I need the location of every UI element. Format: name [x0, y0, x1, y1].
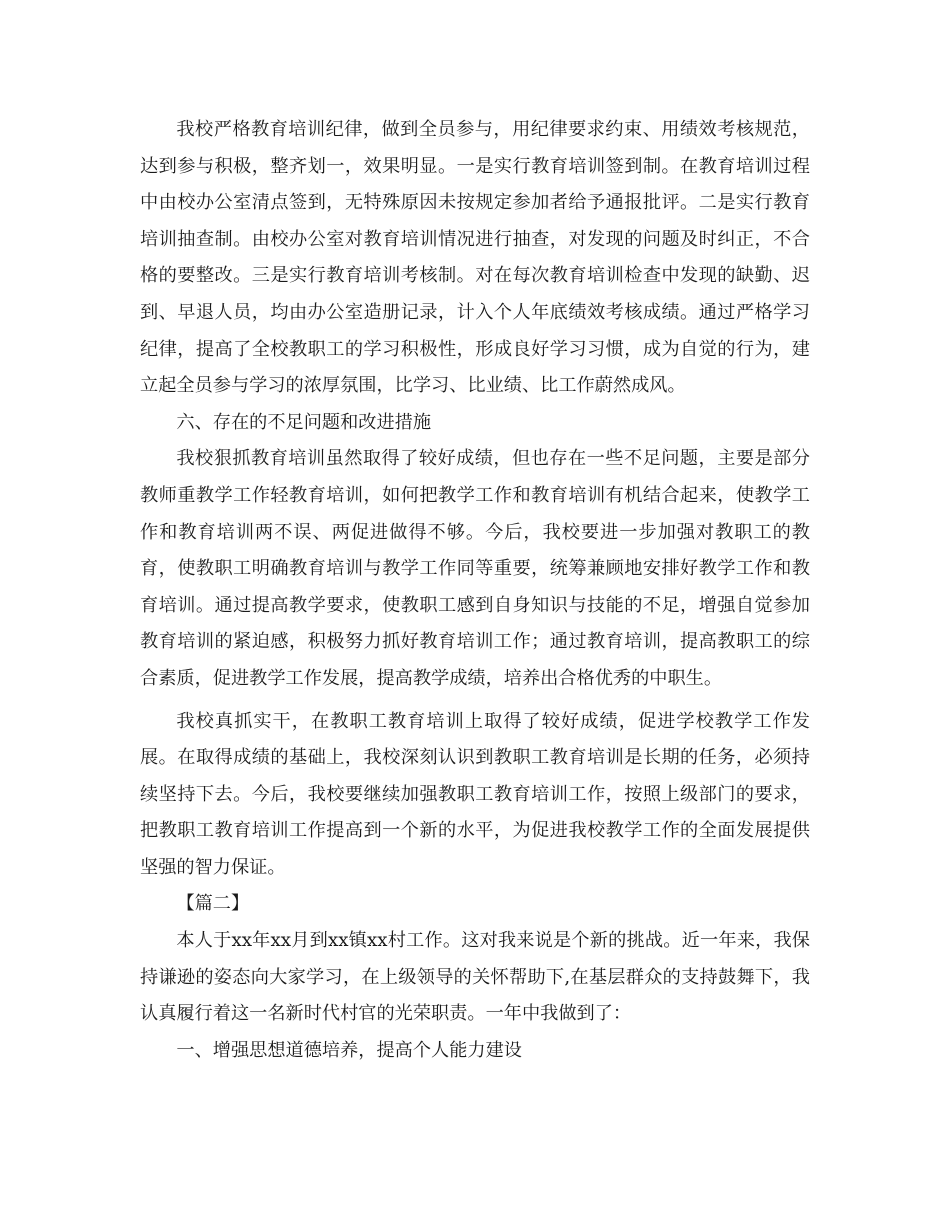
part-two-heading: 【篇二】 [176, 893, 250, 915]
section-heading-ideology: 一、增强思想道德培养，提高个人能力建设 [176, 1039, 522, 1061]
paragraph-intro: 本人于xx年xx月到xx镇xx村工作。这对我来说是个新的挑战。近一年来，我保持谦逊的姿态向大家学习，在上级领导的关怀帮助下,在基层群众的支持鼓舞下，我认真履行着这一名新时代村官的光荣职责。一年中我做到了： [140, 930, 810, 1025]
document-body [140, 112, 810, 1069]
paragraph-conclusion: 我校真抓实干，在教职工教育培训上取得了较好成绩，促进学校教学工作发展。在取得成绩的基础上，我校深刻认识到教职工教育培训是长期的任务，必须持续坚持下去。今后，我校要继续加强教职工教育培训工作，按照上级部门的要求，把教职工教育培训工作提高到一个新的水平，为促进我校教学工作的全面发展提供坚强的智力保证。 [140, 710, 810, 878]
section-heading-shortcomings: 六、存在的不足问题和改进措施 [176, 411, 432, 433]
paragraph-discipline: 我校严格教育培训纪律，做到全员参与，用纪律要求约束、用绩效考核规范，达到参与积极，整齐划一，效果明显。一是实行教育培训签到制。在教育培训过程中由校办公室清点签到，无特殊原因未按规定参加者给予通报批评。二是实行教育培训抽查制。由校办公室对教育培训情况进行抽查，对发现的问题及时纠正，不合格的要整改。三是实行教育培训考核制。对在每次教育培训检查中发现的缺勤、迟到、早退人员，均由办公室造册记录，计入个人年底绩效考核成绩。通过严格学习纪律，提高了全校教职工的学习积极性，形成良好学习习惯，成为自觉的行为，建立起全员参与学习的浓厚氛围，比学习、比业绩、比工作蔚然成风。 [140, 119, 810, 397]
paragraph-shortcomings: 我校狠抓教育培训虽然取得了较好成绩，但也存在一些不足问题，主要是部分教师重教学工作轻教育培训，如何把教学工作和教育培训有机结合起来，使教学工作和教育培训两不误、两促进做得不够。今后，我校要进一步加强对教职工的教育，使教职工明确教育培训与教学工作同等重要，统筹兼顾地安排好教学工作和教育培训。通过提高教学要求，使教职工感到自身知识与技能的不足，增强自觉参加教育培训的紧迫感，积极努力抓好教育培训工作；通过教育培训，提高教职工的综合素质，促进教学工作发展，提高教学成绩，培养出合格优秀的中职生。 [140, 448, 810, 689]
